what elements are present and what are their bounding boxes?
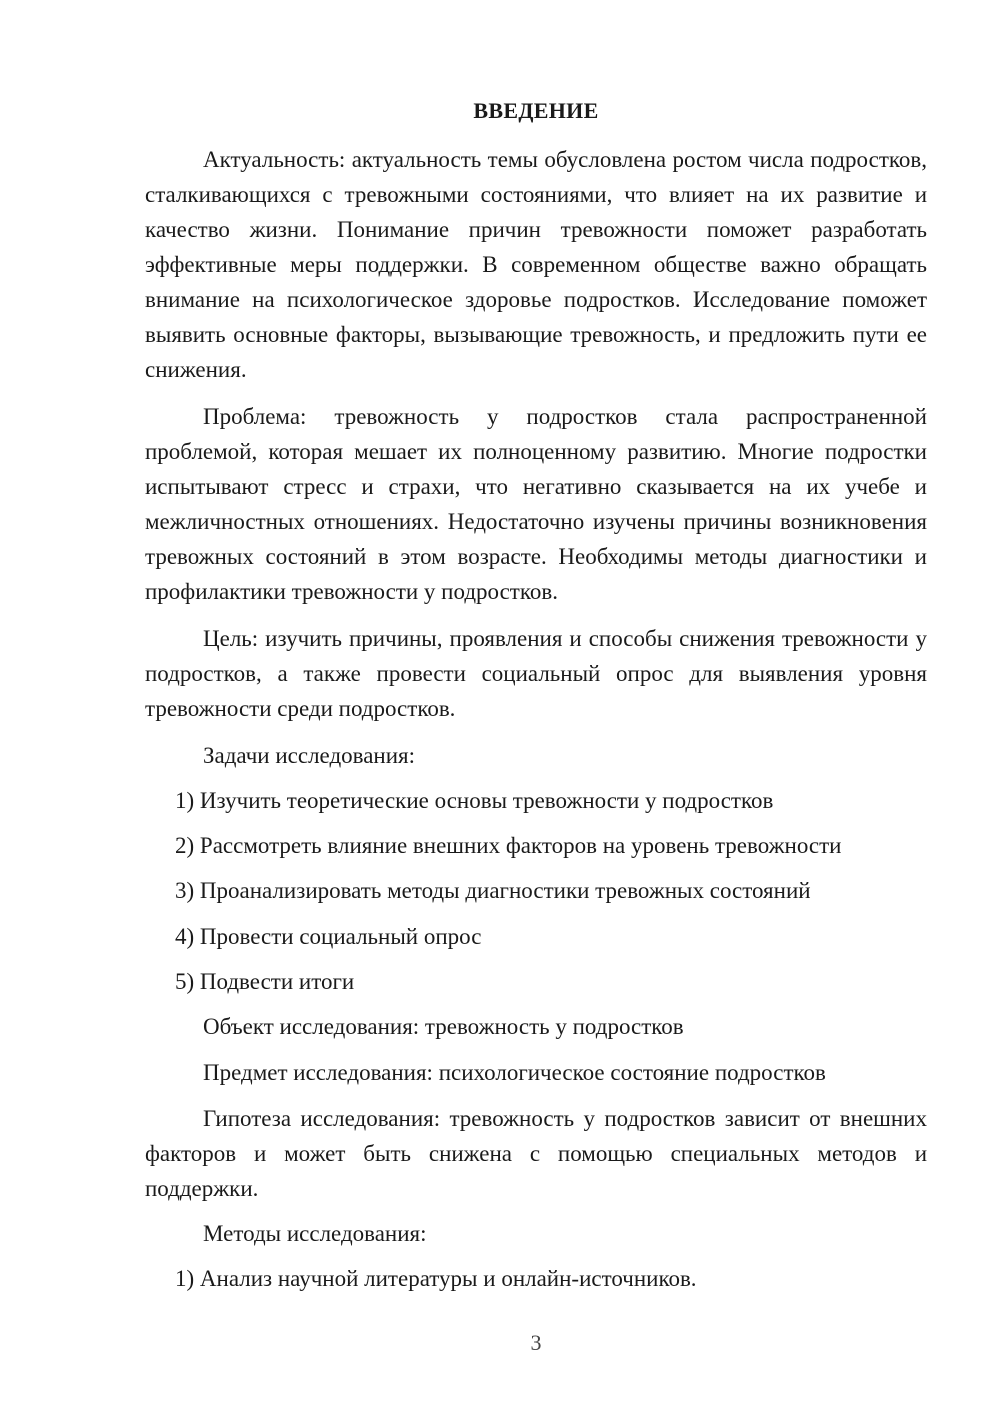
- task-item-2: 2) Рассмотреть влияние внешних факторов на уровень тревожности: [175, 833, 842, 858]
- research-object: Объект исследования: тревожность у подростков: [203, 1014, 684, 1039]
- task-item-3: 3) Проанализировать методы диагностики тревожных состояний: [175, 878, 811, 903]
- goal-paragraph: Цель: изучить причины, проявления и способы снижения тревожности у подростков, а также провести социальный опрос для выявления уровня тревожности среди подростков.: [145, 626, 927, 721]
- relevance-paragraph: Актуальность: актуальность темы обусловлена ростом числа подростков, сталкивающихся с тревожными состояниями, что влияет на их развитие и качество жизни. Понимание причин тревожности поможет разработать эффективные меры поддержки. В современном обществе важно обращать внимание на психологическое здоровье подростков. Исследование поможет выявить основные факторы, вызывающие тревожность, и предложить пути ее снижения.: [145, 147, 927, 382]
- hypothesis-paragraph: Гипотеза исследования: тревожность у подростков зависит от внешних факторов и может быть снижена с помощью специальных методов и поддержки.: [145, 1106, 927, 1201]
- task-item-1: 1) Изучить теоретические основы тревожности у подростков: [175, 788, 774, 813]
- task-item-4: 4) Провести социальный опрос: [175, 924, 482, 949]
- task-item-5: 5) Подвести итоги: [175, 969, 355, 994]
- problem-paragraph: Проблема: тревожность у подростков стала распространенной проблемой, которая мешает их полноценному развитию. Многие подростки испытывают стресс и страхи, что негативно сказывается на их учебе и межличностных отношениях. Недостаточно изучены причины возникновения тревожных состояний в этом возрасте. Необходимы методы диагностики и профилактики тревожности у подростков.: [145, 404, 927, 604]
- method-item-1: 1) Анализ научной литературы и онлайн-источников.: [175, 1266, 697, 1291]
- page-title: ВВЕДЕНИЕ: [473, 98, 599, 123]
- research-subject: Предмет исследования: психологическое состояние подростков: [203, 1060, 826, 1085]
- page-number: 3: [530, 1330, 542, 1355]
- methods-heading: Методы исследования:: [203, 1221, 427, 1246]
- tasks-heading: Задачи исследования:: [203, 743, 416, 768]
